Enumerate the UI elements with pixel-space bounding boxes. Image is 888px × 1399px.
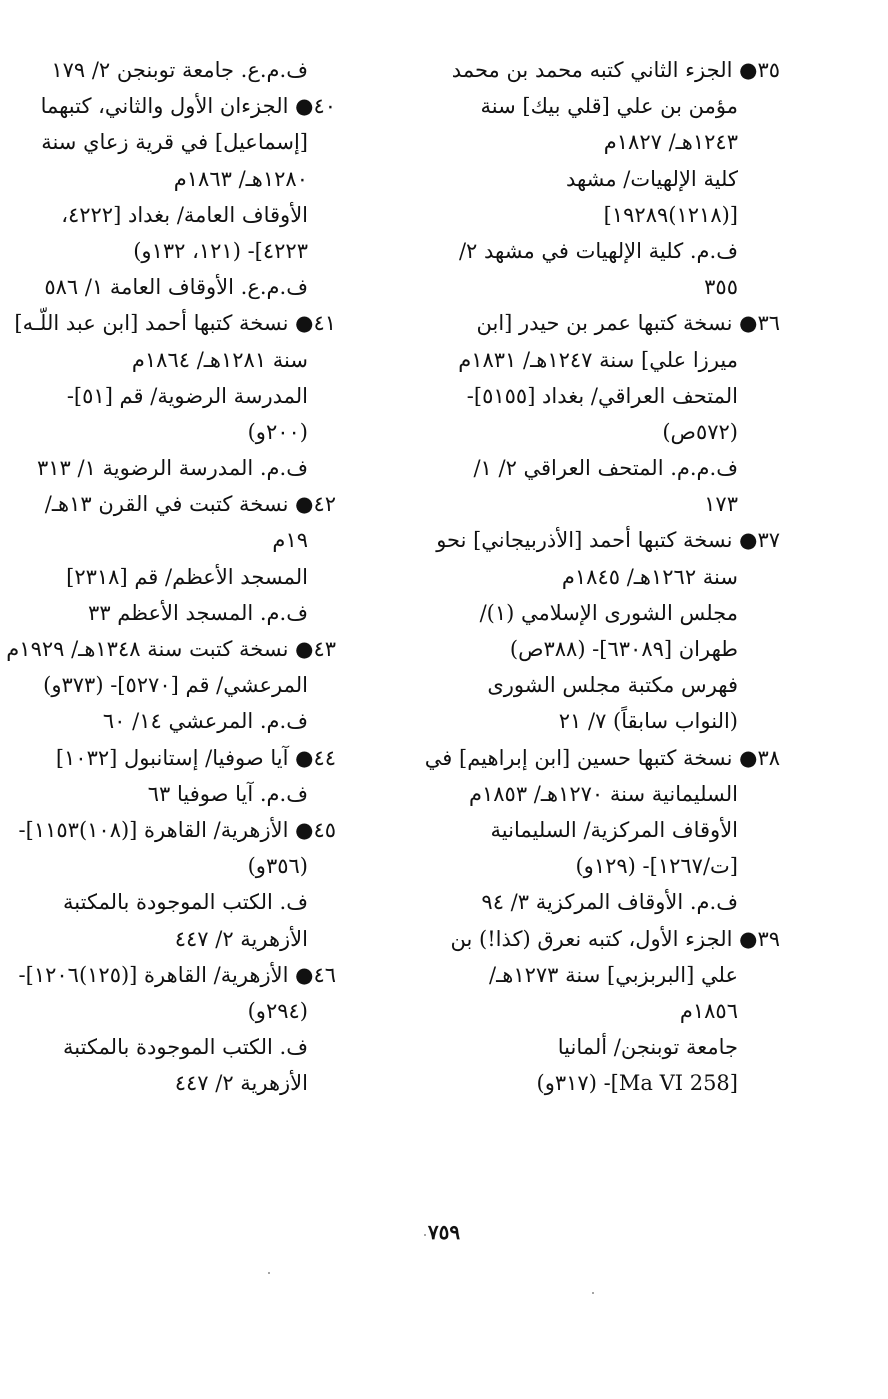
entry-heading-line: ٤٦● الأزهرية/ القاهرة [(١٢٥)١٢٠٦]- xyxy=(18,962,336,987)
entry-detail-line: المسجد الأعظم/ قم [٢٣١٨] xyxy=(66,564,308,589)
entry-detail-line: ف.م. المدرسة الرضوية ١/ ٣١٣ xyxy=(36,456,308,481)
entry-detail-line: ف. الكتب الموجودة بالمكتبة xyxy=(63,890,308,915)
page-number: ٧٥٩ xyxy=(427,1220,461,1244)
entry-detail-line: جامعة توبنجن/ ألمانيا xyxy=(557,1035,738,1060)
entry-detail-line: المرعشي/ قم [٥٢٧٠]- (٣٧٣و) xyxy=(43,673,308,698)
entry-detail-line: ف.م. كلية الإلهيات في مشهد ٢/ xyxy=(458,238,738,263)
entry-detail-line: الأوقاف المركزية/ السليمانية xyxy=(490,817,738,842)
entry-detail-line: سنة ١٢٨١هـ/ ١٨٦٤م xyxy=(131,347,308,372)
entry-detail-line: ف.م. الأوقاف المركزية ٣/ ٩٤ xyxy=(481,890,738,915)
entry-heading-line: ٣٧● نسخة كتبها أحمد [الأذربيجاني] نحو xyxy=(436,528,780,553)
entry-heading-line: ٤٥● الأزهرية/ القاهرة [(١٠٨)١١٥٣]- xyxy=(18,817,336,842)
entry-detail-line: المدرسة الرضوية/ قم [٥١]- xyxy=(66,383,308,408)
entry-detail-line: [ت/١٢٦٧]- (١٢٩و) xyxy=(575,854,738,879)
right-column xyxy=(424,52,780,1101)
entry-detail-line: المتحف العراقي/ بغداد [٥١٥٥]- xyxy=(466,383,738,408)
entry-heading-line: ٤٣● نسخة كتبت سنة ١٣٤٨هـ/ ١٩٢٩م xyxy=(6,637,336,661)
entry-detail-line: كلية الإلهيات/ مشهد xyxy=(565,166,738,191)
entry-detail-line: (٥٧٢ص) xyxy=(662,419,738,444)
entry-detail-line: ف.م.م. المتحف العراقي ٢/ ١/ xyxy=(473,456,738,481)
scan-speck xyxy=(592,1292,594,1294)
scan-speck xyxy=(268,1272,270,1274)
entry-detail-line: طهران [٦٣٠٨٩]- (٣٨٨ص) xyxy=(509,637,738,661)
entry-detail-line: الأزهرية ٢/ ٤٤٧ xyxy=(174,926,308,951)
entry-detail-line: ١٢٤٣هـ/ ١٨٢٧م xyxy=(603,130,738,155)
entry-detail-line: ف.م.ع. الأوقاف العامة ١/ ٥٨٦ xyxy=(44,275,308,300)
entry-heading-line: ٤٤● آيا صوفيا/ إستانبول [١٠٣٢] xyxy=(55,745,336,770)
entry-detail-line: الأوقاف العامة/ بغداد [٤٢٢٢، xyxy=(61,202,308,227)
scan-speck xyxy=(424,1234,426,1236)
entry-heading-line: ٣٨● نسخة كتبها حسين [ابن إبراهيم] في xyxy=(424,745,780,770)
entry-detail-line: ٣٥٥ xyxy=(704,275,738,300)
entry-detail-line: فهرس مكتبة مجلس الشورى xyxy=(487,673,738,698)
entry-heading-line: ٣٥● الجزء الثاني كتبه محمد بن محمد xyxy=(451,58,780,82)
entry-detail-line: (٢٩٤و) xyxy=(247,998,308,1023)
entry-detail-line: [إسماعيل] في قرية زعاي سنة xyxy=(41,130,308,155)
entry-detail-line: ١٢٨٠هـ/ ١٨٦٣م xyxy=(173,166,308,191)
entry-heading-line: ٣٦● نسخة كتبها عمر بن حيدر [ابن xyxy=(476,311,780,336)
entry-detail-line: مجلس الشورى الإسلامي (١)/ xyxy=(479,600,738,625)
entry-detail-line: السليمانية سنة ١٢٧٠هـ/ ١٨٥٣م xyxy=(468,781,738,806)
entry-detail-line: ٤٢٢٣]- (١٢١، ١٣٢و) xyxy=(133,238,308,263)
entry-detail-line: ف.م. المسجد الأعظم ٣٣ xyxy=(88,600,308,625)
entry-detail-line: ف. الكتب الموجودة بالمكتبة xyxy=(63,1035,308,1060)
entry-detail-line: علي [البربزبي] سنة ١٢٧٣هـ/ xyxy=(489,962,738,987)
entry-detail-line: ف.م. آيا صوفيا ٦٣ xyxy=(147,781,308,806)
entry-detail-line: ١٧٣ xyxy=(704,492,738,517)
entry-detail-line: [(١٢١٨)١٩٢٨٩] xyxy=(603,202,738,227)
entry-detail-line: ١٨٥٦م xyxy=(679,998,738,1023)
entry-detail-line: ميرزا علي] سنة ١٢٤٧هـ/ ١٨٣١م xyxy=(458,347,738,372)
entry-detail-line: [Ma VI 258]- (٣١٧و) xyxy=(536,1071,738,1096)
entry-heading-line: ٤٢● نسخة كتبت في القرن ١٣هـ/ xyxy=(44,492,336,517)
entry-heading-line: ٤٠● الجزءان الأول والثاني، كتبهما xyxy=(40,94,336,119)
entry-detail-line: ١٩م xyxy=(272,528,308,553)
entry-detail-line: سنة ١٢٦٢هـ/ ١٨٤٥م xyxy=(561,564,738,589)
entry-detail-line: ف.م. المرعشي ١٤/ ٦٠ xyxy=(102,709,308,734)
entry-detail-line: ف.م.ع. جامعة توبنجن ٢/ ١٧٩ xyxy=(51,58,308,82)
entry-detail-line: (النواب سابقاً) ٧/ ٢١ xyxy=(558,709,738,734)
entry-detail-line: مؤمن بن علي [قلي بيك] سنة xyxy=(480,94,738,119)
entry-heading-line: ٤١● نسخة كتبها أحمد [ابن عبد اللّـه] xyxy=(14,311,336,336)
entry-detail-line: (٢٠٠و) xyxy=(247,419,308,444)
left-column xyxy=(6,52,336,1101)
entry-detail-line: الأزهرية ٢/ ٤٤٧ xyxy=(174,1071,308,1096)
entry-heading-line: ٣٩● الجزء الأول، كتبه نعرق (كذا!) بن xyxy=(450,926,780,951)
entry-detail-line: (٣٥٦و) xyxy=(247,854,308,879)
